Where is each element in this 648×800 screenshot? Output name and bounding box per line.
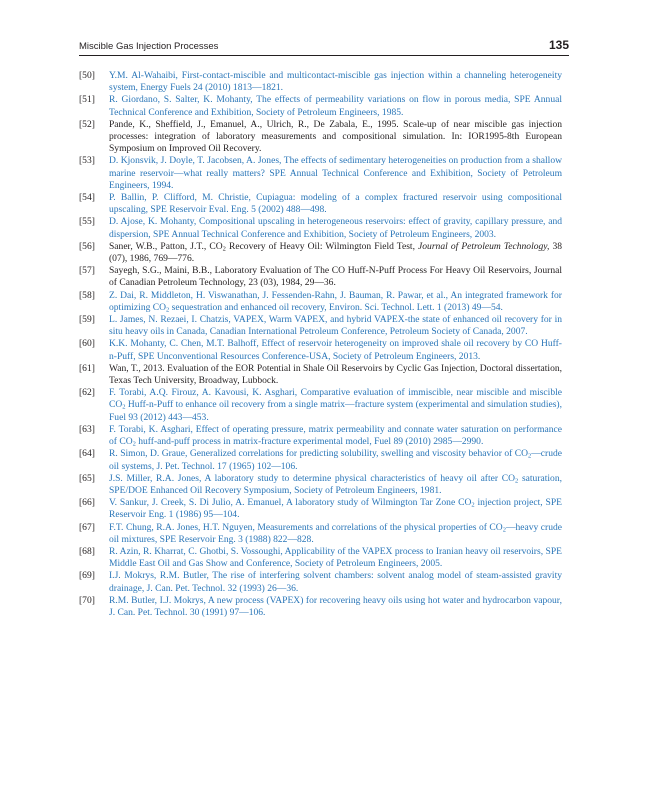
reference-text	[109, 241, 562, 264]
reference-number: [57]	[79, 265, 95, 277]
subscript: 2	[122, 403, 126, 411]
reference-link[interactable]	[109, 522, 562, 545]
reference-item[interactable]	[79, 595, 562, 619]
reference-number: [63]	[79, 423, 95, 435]
reference-number: [52]	[79, 118, 95, 130]
reference-fragment: —heavy crude oil mixtures, SPE Reservoir Eng. 3 (1988) 822—828.	[109, 521, 562, 545]
reference-fragment: —crude oil systems, J. Pet. Technol. 17 (1965) 102—106.	[109, 448, 562, 472]
reference-number: [51]	[79, 94, 95, 106]
reference-number: [61]	[79, 362, 95, 374]
reference-fragment: V. Sankur, J. Creek, S. Di Julio, A. Emanuel, A laboratory study of Wilmington Tar Zone CO	[109, 497, 472, 509]
reference-item[interactable]	[79, 546, 562, 570]
reference-fragment: Z. Dai, R. Middleton, H. Viswanathan, J. Fessenden-Rahn, J. Bauman, R. Pawar, et al., An integrated framework for optimizing CO	[109, 289, 562, 313]
reference-link[interactable]: R. Azin, R. Kharrat, C. Ghotbi, S. Vossoughi, Applicability of the VAPEX process to Iranian heavy oil reservoirs, SPE Middle East Oil and Gas Show and Conference, Society of Petroleum Engineers, 2005.	[109, 545, 562, 570]
reference-fragment: injection project, SPE Reservoir Eng. 1 (1986) 95—104.	[109, 497, 562, 521]
subscript: 2	[166, 306, 170, 314]
reference-fragment: F. Torabi, A.Q. Firouz, A. Kavousi, K. Asghari, Comparative evaluation of immiscible, near miscible and miscible CO	[109, 387, 562, 411]
reference-link[interactable]	[109, 448, 562, 471]
reference-link[interactable]: D. Kjonsvik, J. Doyle, T. Jacobsen, A. Jones, The effects of sedimentary heterogeneities on production from a shallow marine reservoir—what really matters? SPE Annual Technical Conference and Exhibition, Society of Petroleum Engineers, 1994.	[109, 155, 562, 191]
reference-fragment: 38 (07), 1986, 769—776.	[109, 240, 563, 265]
reference-number: [58]	[79, 289, 95, 301]
reference-link[interactable]	[109, 387, 562, 422]
reference-link[interactable]	[109, 424, 562, 447]
reference-item[interactable]	[79, 387, 562, 424]
reference-item	[79, 241, 562, 265]
reference-text: Sayegh, S.G., Maini, B.B., Laboratory Evaluation of The CO Huff-N-Puff Process For Heavy Oil Reservoirs, Journal of Canadian Petroleum Technology, 23 (03), 1984, 29—36.	[109, 265, 562, 289]
reference-item[interactable]	[79, 473, 562, 497]
reference-link[interactable]	[109, 497, 562, 520]
reference-item[interactable]	[79, 216, 562, 240]
reference-link[interactable]: R.M. Butler, I.J. Mokrys, A new process (VAPEX) for recovering heavy oils using hot water and hydrocarbon vapour, J. Can. Pet. Technol. 30 (1991) 97—106.	[109, 594, 562, 618]
reference-item	[79, 119, 562, 156]
reference-number: [56]	[79, 240, 95, 252]
reference-item	[79, 265, 562, 289]
reference-number: [59]	[79, 314, 95, 326]
subscript: 2	[515, 477, 519, 485]
running-header	[79, 38, 569, 54]
reference-fragment: F. Torabi, K. Asghari, Effect of operating pressure, matrix permeability and connate water saturation on performance of CO	[109, 423, 562, 448]
reference-item[interactable]	[79, 94, 562, 118]
reference-item	[79, 363, 562, 387]
reference-number: [62]	[79, 387, 95, 399]
header-divider	[79, 55, 569, 56]
subscript: 2	[132, 440, 136, 448]
reference-fragment: huff-and-puff process in matrix-fracture experimental model, Fuel 89 (2010) 2985—2990.	[135, 436, 484, 448]
reference-item[interactable]	[79, 570, 562, 594]
reference-link[interactable]: D. Ajose, K. Mohanty, Compositional upscaling in heterogeneous reservoirs: effect of gravity, capillary pressure, and dispersion, SPE Annual Technical Conference and Exhibition, Society of Petroleum Engineers, 2003.	[109, 216, 562, 240]
reference-number: [60]	[79, 338, 95, 350]
reference-link[interactable]: R. Giordano, S. Salter, K. Mohanty, The effects of permeability variations on flow in porous media, SPE Annual Technical Conference and Exhibition, Society of Petroleum Engineers, 1985.	[109, 94, 562, 118]
journal-title: Journal of Petroleum Technology,	[418, 240, 550, 252]
reference-fragment: F.T. Chung, R.A. Jones, H.T. Nguyen, Measurements and correlations of the physical properties of CO	[109, 521, 503, 533]
reference-list	[79, 70, 562, 619]
reference-number: [69]	[79, 570, 95, 582]
reference-fragment: Huff-n-Puff to enhance oil recovery from a single matrix—fracture system (experimental and simulation studies), Fuel 93 (2012) 443—453.	[109, 399, 562, 423]
reference-number: [53]	[79, 155, 95, 167]
reference-fragment: R. Simon, D. Graue, Generalized correlations for predicting solubility, swelling and viscosity behavior of CO	[109, 448, 528, 460]
reference-item[interactable]	[79, 338, 562, 362]
reference-text: Pande, K., Sheffield, J., Emanuel, A., Ulrich, R., De Zabala, E., 1995. Scale-up of near miscible gas injection processes: integration of laboratory measurements and compositional simulation. In: IOR1995-8th European Symposium on Improved Oil Recovery.	[109, 118, 562, 155]
reference-link[interactable]: L. James, N. Rezaei, I. Chatzis, VAPEX, Warm VAPEX, and hybrid VAPEX-the state of enhanced oil recovery for in situ heavy oils in Canada, Canadian International Petroleum Conference, Petroleum Society of Canada, 2007.	[109, 314, 562, 338]
running-title: Miscible Gas Injection Processes	[79, 41, 219, 52]
reference-link[interactable]: K.K. Mohanty, C. Chen, M.T. Balhoff, Effect of reservoir heterogeneity on improved shale oil recovery by CO Huff-n-Puff, SPE Unconventional Resources Conference-USA, Society of Petroleum Engineers, 2013.	[109, 338, 562, 362]
reference-link[interactable]: Y.M. Al-Wahaibi, First-contact-miscible and multicontact-miscible gas injection within a channeling heterogeneity system, Energy Fuels 24 (2010) 1813—1821.	[109, 70, 562, 94]
reference-link[interactable]: P. Ballin, P. Clifford, M. Christie, Cupiagua: modeling of a complex fractured reservoir using compositional upscaling, SPE Reservoir Eval. Eng. 5 (2002) 488—498.	[109, 192, 562, 216]
reference-item[interactable]	[79, 70, 562, 94]
page-number: 135	[548, 38, 569, 52]
reference-number: [50]	[79, 70, 95, 81]
subscript: 2	[502, 526, 506, 534]
reference-number: [70]	[79, 594, 95, 606]
reference-fragment: sequestration and enhanced oil recovery, Environ. Sci. Technol. Lett. 1 (2013) 49—54.	[169, 301, 503, 313]
reference-fragment: saturation, SPE/DOE Enhanced Oil Recovery Symposium, Society of Petroleum Engineers, 1981.	[109, 472, 562, 496]
reference-number: [55]	[79, 216, 95, 228]
reference-item[interactable]	[79, 192, 562, 216]
reference-item[interactable]	[79, 497, 562, 521]
reference-number: [54]	[79, 192, 95, 204]
reference-item[interactable]	[79, 448, 562, 472]
subscript: 2	[222, 245, 226, 253]
reference-fragment: Recovery of Heavy Oil: Wilmington Field Test,	[225, 240, 419, 252]
subscript: 2	[528, 452, 532, 460]
reference-item[interactable]	[79, 522, 562, 546]
reference-item[interactable]	[79, 155, 562, 192]
reference-link[interactable]	[109, 290, 562, 313]
reference-link[interactable]	[109, 473, 562, 496]
reference-number: [66]	[79, 497, 95, 509]
reference-item[interactable]	[79, 314, 562, 338]
reference-fragment: J.S. Miller, R.A. Jones, A laboratory study to determine physical characteristics of heavy oil after CO	[109, 472, 516, 484]
reference-number: [67]	[79, 521, 95, 533]
reference-link[interactable]: I.J. Mokrys, R.M. Butler, The rise of interfering solvent chambers: solvent analog model of steam-assisted gravity drainage, J. Can. Pet. Technol. 32 (1993) 26—36.	[109, 570, 562, 594]
reference-text: Wan, T., 2013. Evaluation of the EOR Potential in Shale Oil Reservoirs by Cyclic Gas Injection, Doctoral dissertation, Texas Tech University, Broadway, Lubbock.	[109, 362, 562, 387]
reference-number: [68]	[79, 545, 95, 557]
reference-fragment: Saner, W.B., Patton, J.T., CO	[109, 240, 223, 252]
reference-item[interactable]	[79, 424, 562, 448]
subscript: 2	[471, 501, 475, 509]
reference-item[interactable]	[79, 290, 562, 314]
reference-number: [64]	[79, 448, 95, 460]
reference-number: [65]	[79, 472, 95, 484]
